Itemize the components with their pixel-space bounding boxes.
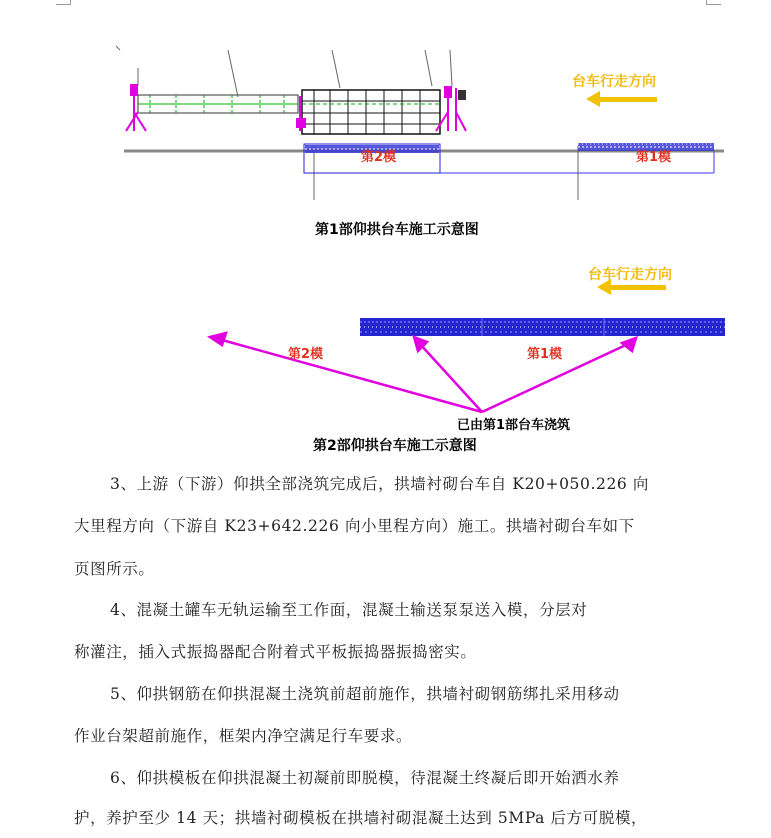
figure-2-drawing xyxy=(0,300,771,440)
figure-2-mold-1-label: 第1模 xyxy=(527,347,563,362)
paragraph-4-line-1: 4、混凝土罐车无轨运输至工作面，混凝土输送泵泵送入模，分层对 xyxy=(110,601,588,619)
poured-segment xyxy=(360,318,725,336)
paragraph-5-line-1: 5、仰拱钢筋在仰拱混凝土浇筑前超前施作，拱墙衬砌钢筋绑扎采用移动 xyxy=(110,685,620,703)
figure-2-caption: 第2部仰拱台车施工示意图 xyxy=(313,438,477,454)
figure-2-poured-label: 已由第1部台车浇筑 xyxy=(457,418,571,433)
figure-1-drawing xyxy=(0,0,771,215)
figure-1-direction-arrow-icon xyxy=(586,91,600,107)
figure-1-mold-2-label: 第2模 xyxy=(361,150,397,165)
figure-1-mold-1-label: 第1模 xyxy=(636,150,672,165)
paragraph-3-line-1: 3、上游（下游）仰拱全部浇筑完成后，拱墙衬砌台车自 K20+050.226 向 xyxy=(110,475,650,493)
paragraph-6-line-2: 护，养护至少 14 天；拱墙衬砌模板在拱墙衬砌混凝土达到 5MPa 后方可脱模， xyxy=(74,809,648,827)
paragraph-4-line-2: 称灌注，插入式振捣器配合附着式平板振捣器振捣密实。 xyxy=(74,643,477,661)
figure-2-direction-arrow-shaft xyxy=(610,285,666,290)
formwork-trolley xyxy=(302,90,440,134)
figure-1-caption: 第1部仰拱台车施工示意图 xyxy=(315,222,479,238)
figure-2-direction-arrow-icon xyxy=(597,279,611,295)
left-support xyxy=(126,84,300,131)
figure-1-direction-label: 台车行走方向 xyxy=(572,74,656,90)
trestle-truss xyxy=(138,95,298,113)
paragraph-3-line-3: 页图所示。 xyxy=(74,560,155,578)
figure-1-direction-arrow-shaft xyxy=(599,97,657,102)
paragraph-3-line-2: 大里程方向（下游自 K23+642.226 向小里程方向）施工。拱墙衬砌台车如下 xyxy=(74,517,635,535)
paragraph-5-line-2: 作业台架超前施作，框架内净空满足行车要求。 xyxy=(74,727,413,745)
figure-2-mold-2-label: 第2模 xyxy=(288,347,324,362)
figure-2-direction-label: 台车行走方向 xyxy=(588,267,672,283)
paragraph-6-line-1: 6、仰拱模板在仰拱混凝土初凝前即脱模，待混凝土终凝后即开始洒水养 xyxy=(110,769,620,787)
pointer-arrows xyxy=(210,333,636,412)
